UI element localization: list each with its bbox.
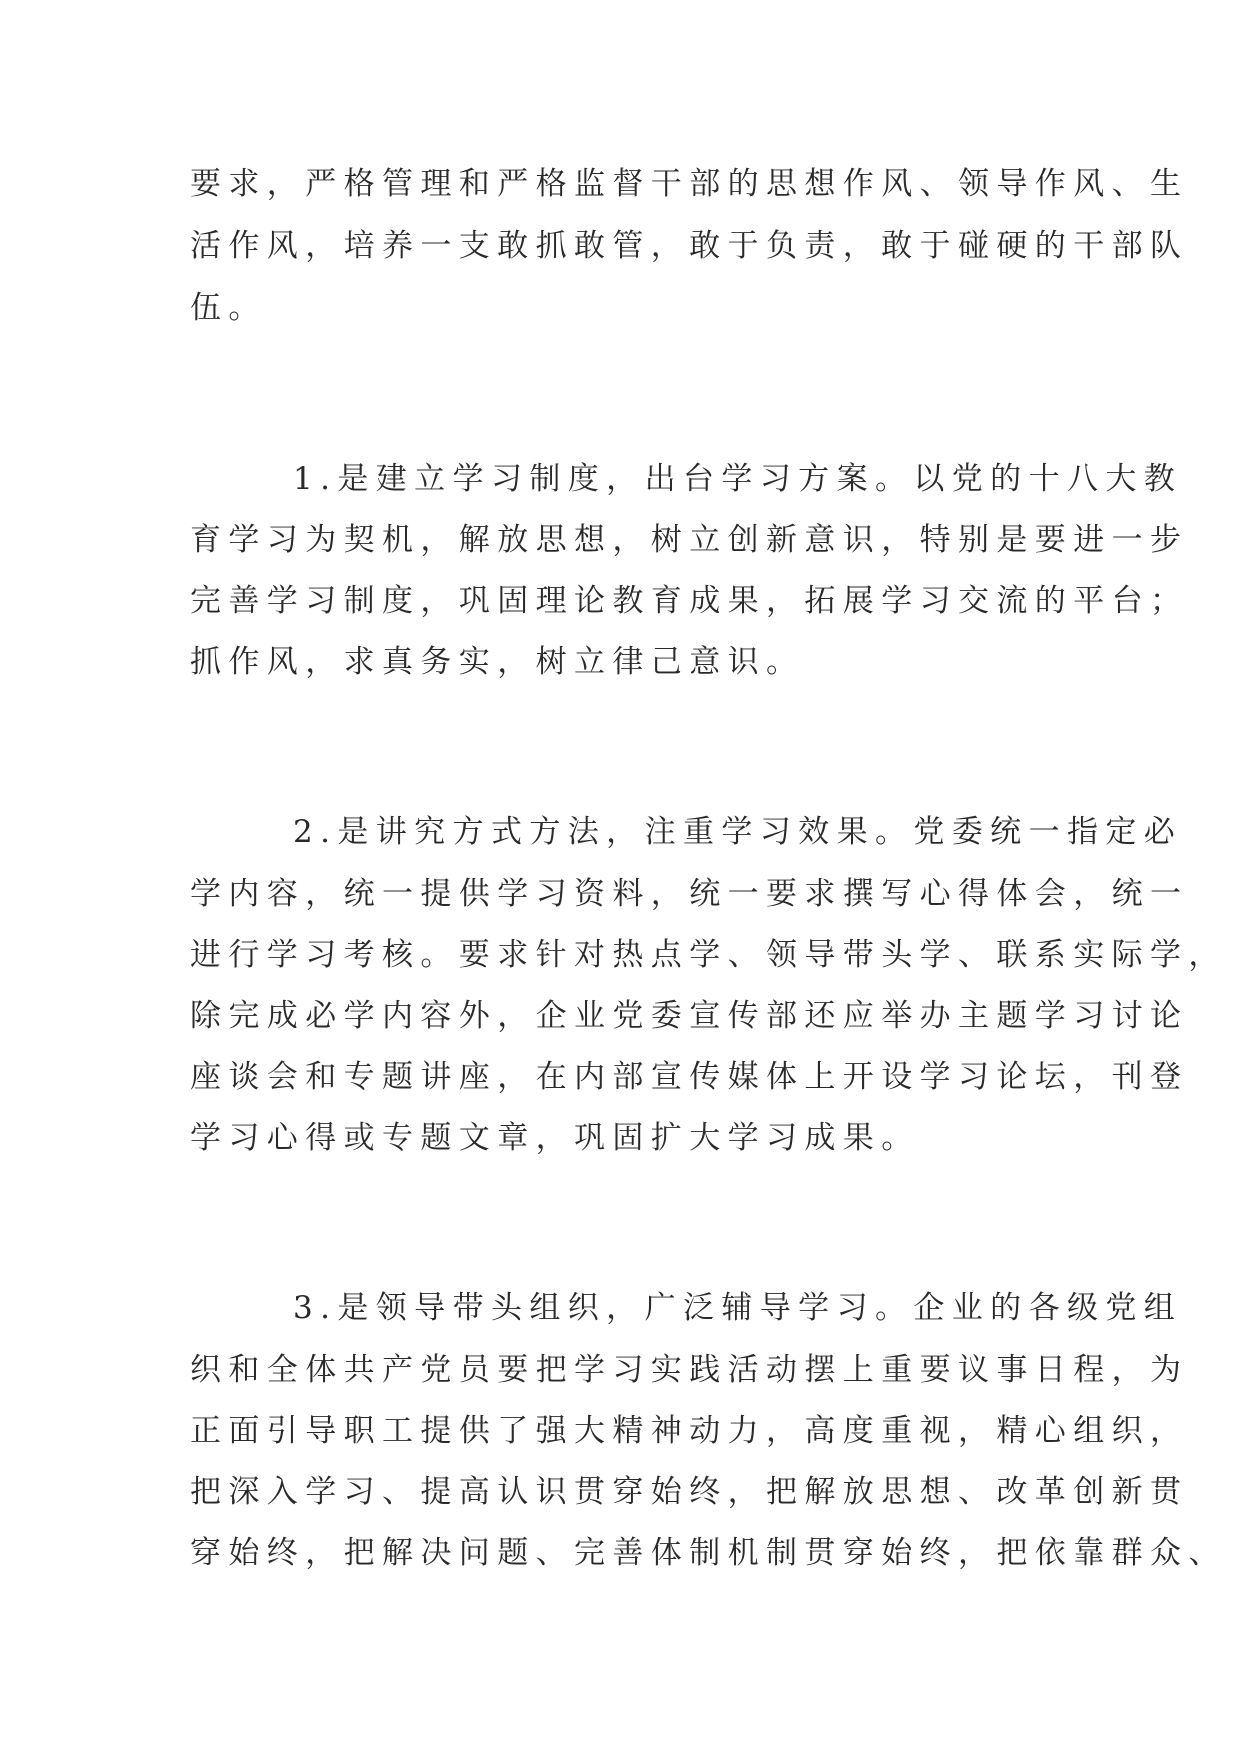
paragraph-line: 要求，严格管理和严格监督干部的思想作风、领导作风、生 bbox=[190, 166, 1189, 202]
paragraph-line: 抓作风，求真务实，树立律己意识。 bbox=[190, 644, 805, 680]
paragraph-line: 1.是建立学习制度，出台学习方案。以党的十八大教 bbox=[293, 461, 1183, 497]
paragraph-line: 活作风，培养一支敢抓敢管，敢于负责，敢于碰硬的干部队 bbox=[190, 228, 1189, 264]
paragraph-line: 2.是讲究方式方法，注重学习效果。党委统一指定必 bbox=[293, 814, 1183, 850]
paragraph-line: 穿始终，把解决问题、完善体制机制贯穿始终，把依靠群众、 bbox=[190, 1535, 1227, 1571]
paragraph-line: 伍。 bbox=[190, 290, 267, 326]
paragraph-line: 除完成必学内容外，企业党委宣传部还应举办主题学习讨论 bbox=[190, 998, 1189, 1034]
paragraph-line: 学习心得或专题文章，巩固扩大学习成果。 bbox=[190, 1120, 920, 1156]
paragraph-line: 织和全体共产党员要把学习实践活动摆上重要议事日程，为 bbox=[190, 1352, 1189, 1388]
paragraph-line: 座谈会和专题讲座，在内部宣传媒体上开设学习论坛，刊登 bbox=[190, 1059, 1189, 1095]
paragraph-line: 进行学习考核。要求针对热点学、领导带头学、联系实际学， bbox=[190, 937, 1227, 973]
paragraph-line: 完善学习制度，巩固理论教育成果，拓展学习交流的平台； bbox=[190, 583, 1189, 619]
paragraph-line: 正面引导职工提供了强大精神动力，高度重视，精心组织， bbox=[190, 1413, 1189, 1449]
paragraph-line: 育学习为契机，解放思想，树立创新意识，特别是要进一步 bbox=[190, 522, 1189, 558]
paragraph-line: 学内容，统一提供学习资料，统一要求撰写心得体会，统一 bbox=[190, 876, 1189, 912]
paragraph-line: 3.是领导带头组织，广泛辅导学习。企业的各级党组 bbox=[293, 1290, 1183, 1326]
paragraph-line: 把深入学习、提高认识贯穿始终，把解放思想、改革创新贯 bbox=[190, 1474, 1189, 1510]
